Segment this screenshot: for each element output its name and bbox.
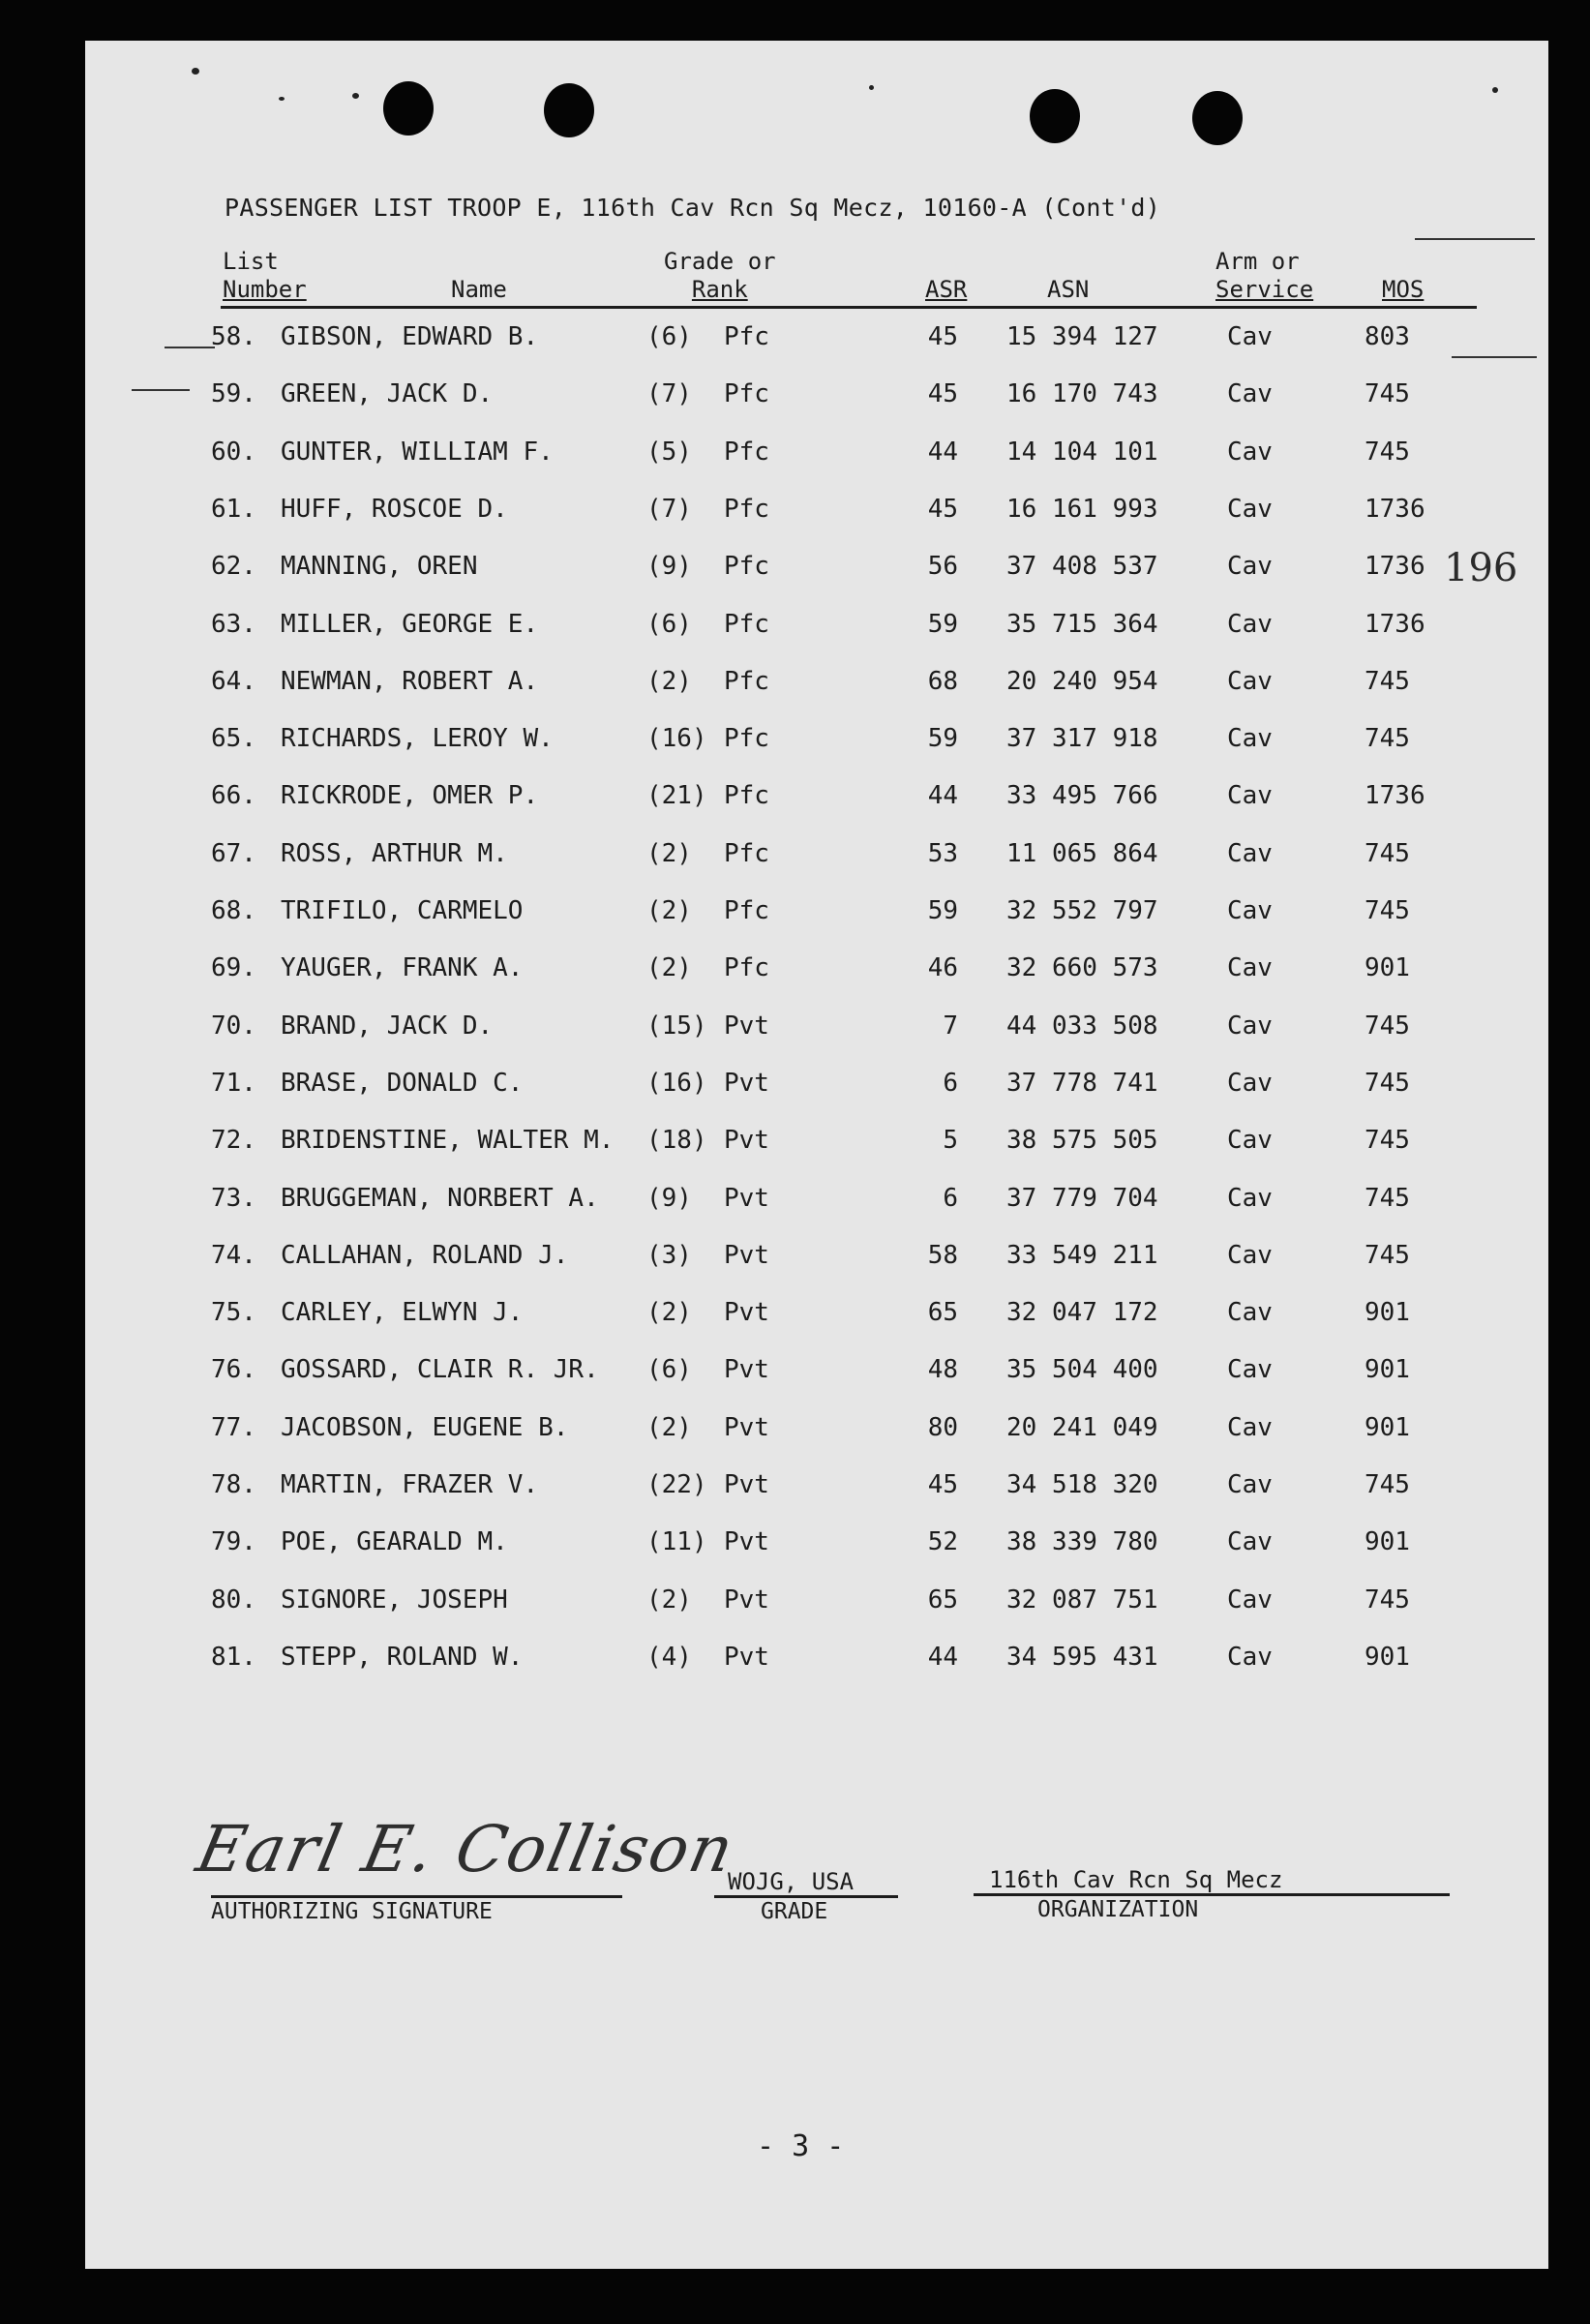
organization-label: ORGANIZATION bbox=[1037, 1897, 1199, 1922]
list-number: 76. bbox=[211, 1355, 256, 1385]
grade: (9) bbox=[646, 552, 692, 582]
rank: Pvt bbox=[724, 1126, 769, 1156]
passenger-name: MILLER, GEORGE E. bbox=[281, 609, 539, 639]
table-row bbox=[0, 953, 1590, 992]
table-row bbox=[0, 1069, 1590, 1107]
asn: 14 104 101 bbox=[1006, 437, 1158, 467]
signature-line bbox=[211, 1895, 622, 1898]
passenger-name: CARLEY, ELWYN J. bbox=[281, 1298, 524, 1328]
arm-service: Cav bbox=[1227, 1183, 1273, 1213]
header-asn: ASN bbox=[1047, 276, 1090, 303]
mos: 901 bbox=[1365, 1642, 1410, 1672]
asr: 7 bbox=[943, 1011, 958, 1041]
paper-speck bbox=[1492, 87, 1498, 93]
asr: 6 bbox=[943, 1183, 958, 1213]
mos: 901 bbox=[1365, 1355, 1410, 1385]
rank: Pvt bbox=[724, 1068, 769, 1098]
passenger-name: BRASE, DONALD C. bbox=[281, 1068, 524, 1098]
asr: 56 bbox=[927, 552, 958, 582]
arm-service: Cav bbox=[1227, 1126, 1273, 1156]
list-number: 81. bbox=[211, 1642, 256, 1672]
passenger-name: BRIDENSTINE, WALTER M. bbox=[281, 1126, 615, 1156]
passenger-name: CALLAHAN, ROLAND J. bbox=[281, 1240, 569, 1270]
grade: (2) bbox=[646, 838, 692, 868]
grade: (2) bbox=[646, 953, 692, 983]
grade: (16) bbox=[646, 1068, 707, 1098]
rank: Pfc bbox=[724, 666, 769, 696]
rank: Pvt bbox=[724, 1412, 769, 1442]
table-row bbox=[0, 1241, 1590, 1280]
asn: 38 575 505 bbox=[1006, 1126, 1158, 1156]
mos: 745 bbox=[1365, 666, 1410, 696]
mos: 1736 bbox=[1365, 609, 1425, 639]
binder-hole bbox=[1030, 89, 1080, 143]
organization-value: 116th Cav Rcn Sq Mecz bbox=[989, 1866, 1283, 1893]
rank: Pfc bbox=[724, 379, 769, 409]
table-row bbox=[0, 781, 1590, 820]
rank: Pvt bbox=[724, 1298, 769, 1328]
asr: 59 bbox=[927, 896, 958, 925]
asn: 44 033 508 bbox=[1006, 1011, 1158, 1041]
mos: 901 bbox=[1365, 1527, 1410, 1557]
grade: (2) bbox=[646, 1412, 692, 1442]
mos: 901 bbox=[1365, 1412, 1410, 1442]
table-row bbox=[0, 438, 1590, 476]
mos: 745 bbox=[1365, 1585, 1410, 1615]
arm-service: Cav bbox=[1227, 1298, 1273, 1328]
passenger-name: BRUGGEMAN, NORBERT A. bbox=[281, 1183, 599, 1213]
mos: 745 bbox=[1365, 896, 1410, 925]
rank: Pfc bbox=[724, 838, 769, 868]
asn: 37 408 537 bbox=[1006, 552, 1158, 582]
asr: 44 bbox=[927, 781, 958, 811]
grade: (3) bbox=[646, 1240, 692, 1270]
grade: (7) bbox=[646, 494, 692, 524]
rank: Pfc bbox=[724, 437, 769, 467]
passenger-name: GUNTER, WILLIAM F. bbox=[281, 437, 554, 467]
paper-speck bbox=[352, 93, 359, 99]
grade: (9) bbox=[646, 1183, 692, 1213]
rank: Pfc bbox=[724, 896, 769, 925]
arm-service: Cav bbox=[1227, 322, 1273, 351]
asn: 37 317 918 bbox=[1006, 724, 1158, 754]
grade: (15) bbox=[646, 1011, 707, 1041]
table-row bbox=[0, 896, 1590, 935]
table-row bbox=[0, 379, 1590, 418]
list-number: 77. bbox=[211, 1412, 256, 1442]
rank: Pvt bbox=[724, 1355, 769, 1385]
table-row bbox=[0, 1184, 1590, 1222]
passenger-name: GIBSON, EDWARD B. bbox=[281, 322, 539, 351]
asn: 20 240 954 bbox=[1006, 666, 1158, 696]
page-number: - 3 - bbox=[757, 2129, 845, 2163]
grade: (16) bbox=[646, 724, 707, 754]
grade-label: GRADE bbox=[761, 1899, 828, 1924]
table-row bbox=[0, 322, 1590, 361]
mos: 745 bbox=[1365, 1011, 1410, 1041]
mos: 745 bbox=[1365, 1240, 1410, 1270]
mos: 745 bbox=[1365, 724, 1410, 754]
asn: 35 715 364 bbox=[1006, 609, 1158, 639]
asn: 33 549 211 bbox=[1006, 1240, 1158, 1270]
table-row bbox=[0, 1585, 1590, 1624]
list-number: 63. bbox=[211, 609, 256, 639]
list-number: 66. bbox=[211, 781, 256, 811]
list-number: 67. bbox=[211, 838, 256, 868]
asr: 59 bbox=[927, 724, 958, 754]
asr: 44 bbox=[927, 437, 958, 467]
asr: 52 bbox=[927, 1527, 958, 1557]
list-number: 59. bbox=[211, 379, 256, 409]
asn: 15 394 127 bbox=[1006, 322, 1158, 351]
asr: 44 bbox=[927, 1642, 958, 1672]
mos: 901 bbox=[1365, 1298, 1410, 1328]
document-title: PASSENGER LIST TROOP E, 116th Cav Rcn Sq Mecz, 10160-A (Cont'd) bbox=[225, 194, 1161, 222]
asr: 45 bbox=[927, 322, 958, 351]
asn: 32 047 172 bbox=[1006, 1298, 1158, 1328]
grade: (18) bbox=[646, 1126, 707, 1156]
authorizing-signature: Earl E. Collison bbox=[190, 1812, 742, 1886]
header-name: Name bbox=[451, 276, 507, 303]
asn: 37 778 741 bbox=[1006, 1068, 1158, 1098]
list-number: 73. bbox=[211, 1183, 256, 1213]
passenger-name: TRIFILO, CARMELO bbox=[281, 896, 524, 925]
list-number: 71. bbox=[211, 1068, 256, 1098]
rank: Pvt bbox=[724, 1642, 769, 1672]
arm-service: Cav bbox=[1227, 1068, 1273, 1098]
rank: Pfc bbox=[724, 609, 769, 639]
asn: 34 595 431 bbox=[1006, 1642, 1158, 1672]
mos: 745 bbox=[1365, 379, 1410, 409]
passenger-name: BRAND, JACK D. bbox=[281, 1011, 494, 1041]
arm-service: Cav bbox=[1227, 1412, 1273, 1442]
arm-service: Cav bbox=[1227, 1355, 1273, 1385]
header-list-number: List Number bbox=[223, 248, 307, 303]
header-asr: ASR bbox=[925, 276, 968, 303]
signature-label: AUTHORIZING SIGNATURE bbox=[211, 1899, 493, 1924]
asn: 38 339 780 bbox=[1006, 1527, 1158, 1557]
rank: Pfc bbox=[724, 724, 769, 754]
asr: 5 bbox=[943, 1126, 958, 1156]
mos: 901 bbox=[1365, 953, 1410, 983]
arm-service: Cav bbox=[1227, 1527, 1273, 1557]
grade: (2) bbox=[646, 1585, 692, 1615]
mos: 1736 bbox=[1365, 494, 1425, 524]
arm-service: Cav bbox=[1227, 953, 1273, 983]
list-number: 65. bbox=[211, 724, 256, 754]
list-number: 75. bbox=[211, 1298, 256, 1328]
mos: 745 bbox=[1365, 1470, 1410, 1499]
arm-service: Cav bbox=[1227, 494, 1273, 524]
asn: 32 087 751 bbox=[1006, 1585, 1158, 1615]
grade: (6) bbox=[646, 1355, 692, 1385]
rank: Pvt bbox=[724, 1585, 769, 1615]
mos: 745 bbox=[1365, 1126, 1410, 1156]
passenger-name: SIGNORE, JOSEPH bbox=[281, 1585, 508, 1615]
header-arm-service: Arm or Service bbox=[1215, 248, 1314, 303]
mos: 745 bbox=[1365, 838, 1410, 868]
table-row bbox=[0, 1298, 1590, 1337]
mos: 1736 bbox=[1365, 552, 1425, 582]
grade-line bbox=[714, 1895, 898, 1898]
binder-hole bbox=[1192, 91, 1243, 145]
asr: 6 bbox=[943, 1068, 958, 1098]
rank: Pfc bbox=[724, 494, 769, 524]
list-number: 60. bbox=[211, 437, 256, 467]
passenger-name: HUFF, ROSCOE D. bbox=[281, 494, 508, 524]
arm-service: Cav bbox=[1227, 666, 1273, 696]
mos: 745 bbox=[1365, 1183, 1410, 1213]
asr: 48 bbox=[927, 1355, 958, 1385]
header-grade-rank: Grade or Rank bbox=[664, 248, 776, 303]
table-row bbox=[0, 552, 1590, 590]
table-row bbox=[0, 495, 1590, 533]
rank: Pfc bbox=[724, 953, 769, 983]
rank: Pvt bbox=[724, 1527, 769, 1557]
asr: 46 bbox=[927, 953, 958, 983]
passenger-name: ROSS, ARTHUR M. bbox=[281, 838, 508, 868]
arm-service: Cav bbox=[1227, 1011, 1273, 1041]
grade: (2) bbox=[646, 666, 692, 696]
rank: Pfc bbox=[724, 552, 769, 582]
passenger-name: POE, GEARALD M. bbox=[281, 1527, 508, 1557]
asn: 20 241 049 bbox=[1006, 1412, 1158, 1442]
grade-value: WOJG, USA bbox=[728, 1868, 855, 1895]
asr: 45 bbox=[927, 379, 958, 409]
organization-line bbox=[974, 1893, 1450, 1896]
paper-speck bbox=[192, 68, 199, 75]
arm-service: Cav bbox=[1227, 1585, 1273, 1615]
passenger-name: RICHARDS, LEROY W. bbox=[281, 724, 554, 754]
table-row bbox=[0, 1011, 1590, 1050]
passenger-name: RICKRODE, OMER P. bbox=[281, 781, 539, 811]
arm-service: Cav bbox=[1227, 379, 1273, 409]
asr: 45 bbox=[927, 1470, 958, 1499]
mos: 1736 bbox=[1365, 781, 1425, 811]
arm-service: Cav bbox=[1227, 1642, 1273, 1672]
asr: 58 bbox=[927, 1240, 958, 1270]
rank: Pvt bbox=[724, 1183, 769, 1213]
grade: (22) bbox=[646, 1470, 707, 1499]
grade: (2) bbox=[646, 896, 692, 925]
table-row bbox=[0, 1126, 1590, 1164]
grade: (21) bbox=[646, 781, 707, 811]
arm-service: Cav bbox=[1227, 437, 1273, 467]
mos: 745 bbox=[1365, 1068, 1410, 1098]
grade: (11) bbox=[646, 1527, 707, 1557]
paper-speck bbox=[869, 85, 874, 90]
passenger-name: MANNING, OREN bbox=[281, 552, 478, 582]
margin-note: 196 bbox=[1444, 546, 1518, 590]
asr: 59 bbox=[927, 609, 958, 639]
asn: 16 170 743 bbox=[1006, 379, 1158, 409]
asn: 11 065 864 bbox=[1006, 838, 1158, 868]
rank: Pvt bbox=[724, 1011, 769, 1041]
list-number: 78. bbox=[211, 1470, 256, 1499]
rank: Pvt bbox=[724, 1240, 769, 1270]
list-number: 68. bbox=[211, 896, 256, 925]
header-rule bbox=[221, 306, 1477, 309]
asn: 35 504 400 bbox=[1006, 1355, 1158, 1385]
passenger-name: GOSSARD, CLAIR R. JR. bbox=[281, 1355, 599, 1385]
arm-service: Cav bbox=[1227, 896, 1273, 925]
passenger-name: STEPP, ROLAND W. bbox=[281, 1642, 524, 1672]
mos: 745 bbox=[1365, 437, 1410, 467]
passenger-name: JACOBSON, EUGENE B. bbox=[281, 1412, 569, 1442]
list-number: 58. bbox=[211, 322, 256, 351]
arm-service: Cav bbox=[1227, 1470, 1273, 1499]
rank: Pfc bbox=[724, 322, 769, 351]
table-row bbox=[0, 667, 1590, 706]
asn: 32 660 573 bbox=[1006, 953, 1158, 983]
table-row bbox=[0, 1527, 1590, 1566]
table-row bbox=[0, 610, 1590, 649]
asn: 34 518 320 bbox=[1006, 1470, 1158, 1499]
binder-hole bbox=[544, 83, 594, 137]
table-row bbox=[0, 839, 1590, 878]
stray-mark bbox=[1415, 238, 1535, 240]
asr: 45 bbox=[927, 494, 958, 524]
rank: Pvt bbox=[724, 1470, 769, 1499]
arm-service: Cav bbox=[1227, 609, 1273, 639]
header-mos: MOS bbox=[1382, 276, 1425, 303]
grade: (6) bbox=[646, 609, 692, 639]
passenger-name: YAUGER, FRANK A. bbox=[281, 953, 524, 983]
arm-service: Cav bbox=[1227, 838, 1273, 868]
list-number: 61. bbox=[211, 494, 256, 524]
list-number: 74. bbox=[211, 1240, 256, 1270]
table-row bbox=[0, 1643, 1590, 1681]
binder-hole bbox=[383, 81, 434, 136]
list-number: 72. bbox=[211, 1126, 256, 1156]
arm-service: Cav bbox=[1227, 552, 1273, 582]
asn: 37 779 704 bbox=[1006, 1183, 1158, 1213]
table-row bbox=[0, 724, 1590, 763]
list-number: 64. bbox=[211, 666, 256, 696]
asr: 65 bbox=[927, 1585, 958, 1615]
passenger-name: GREEN, JACK D. bbox=[281, 379, 494, 409]
passenger-name: MARTIN, FRAZER V. bbox=[281, 1470, 539, 1499]
asn: 33 495 766 bbox=[1006, 781, 1158, 811]
asr: 65 bbox=[927, 1298, 958, 1328]
list-number: 70. bbox=[211, 1011, 256, 1041]
rank: Pfc bbox=[724, 781, 769, 811]
asn: 16 161 993 bbox=[1006, 494, 1158, 524]
grade: (5) bbox=[646, 437, 692, 467]
arm-service: Cav bbox=[1227, 724, 1273, 754]
grade: (7) bbox=[646, 379, 692, 409]
table-row bbox=[0, 1413, 1590, 1452]
passenger-name: NEWMAN, ROBERT A. bbox=[281, 666, 539, 696]
asr: 80 bbox=[927, 1412, 958, 1442]
list-number: 80. bbox=[211, 1585, 256, 1615]
list-number: 69. bbox=[211, 953, 256, 983]
list-number: 79. bbox=[211, 1527, 256, 1557]
grade: (4) bbox=[646, 1642, 692, 1672]
table-row bbox=[0, 1470, 1590, 1509]
mos: 803 bbox=[1365, 322, 1410, 351]
arm-service: Cav bbox=[1227, 781, 1273, 811]
asr: 68 bbox=[927, 666, 958, 696]
arm-service: Cav bbox=[1227, 1240, 1273, 1270]
grade: (2) bbox=[646, 1298, 692, 1328]
paper-speck bbox=[279, 97, 285, 101]
list-number: 62. bbox=[211, 552, 256, 582]
table-row bbox=[0, 1355, 1590, 1394]
grade: (6) bbox=[646, 322, 692, 351]
asr: 53 bbox=[927, 838, 958, 868]
asn: 32 552 797 bbox=[1006, 896, 1158, 925]
